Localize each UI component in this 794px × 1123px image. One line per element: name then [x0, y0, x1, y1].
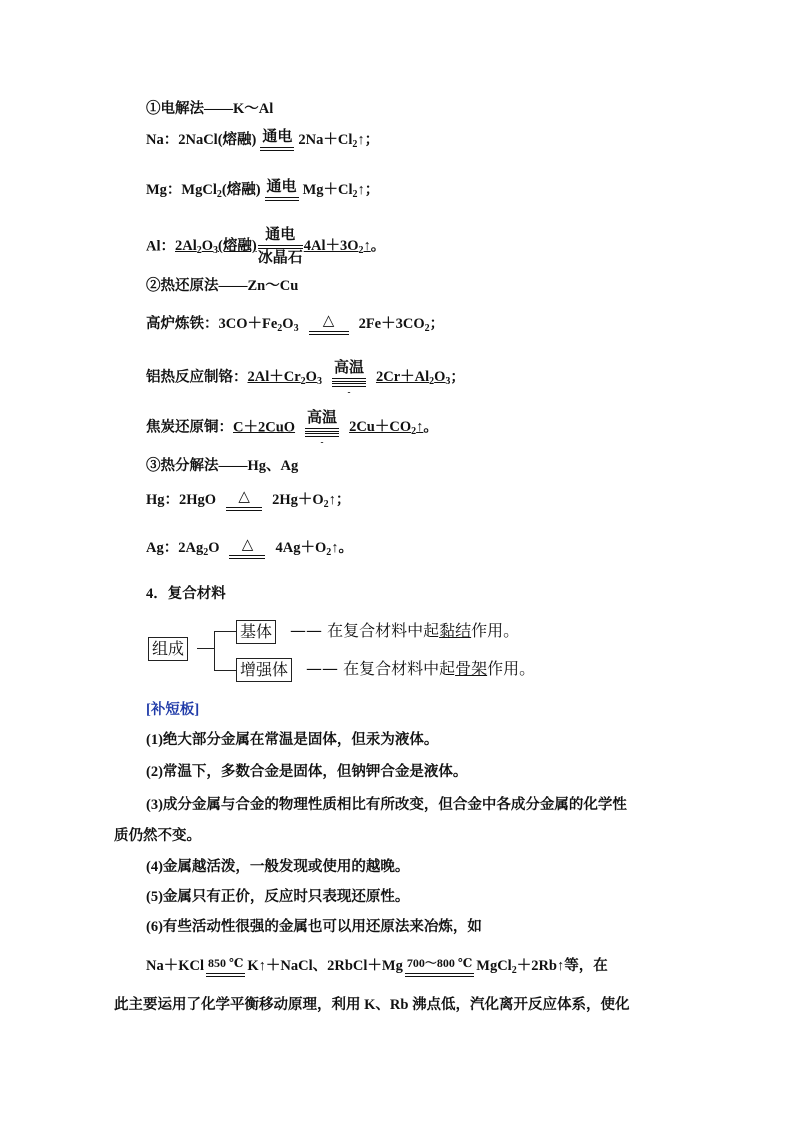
equation-al: Al：$2Al_2O_3$(熔融) 通电 冰晶石 $4Al+3O_2↑$。	[146, 227, 386, 266]
condition-850c: 850 ℃	[206, 955, 245, 978]
note-2: (2)常温下，多数合金是固体，但钠钾合金是液体。	[146, 764, 468, 780]
note-1: (1)绝大部分金属在常温是固体，但汞为液体。	[146, 732, 439, 748]
section-heading-thermal-decomposition: ③热分解法——Hg、Ag	[146, 458, 299, 474]
note-6: (6)有些活动性很强的金属也可以用还原法来冶炼，如	[146, 919, 482, 935]
matrix-description: —— 在复合材料中起黏结作用。	[290, 621, 520, 640]
reinforcement-description: —— 在复合材料中起骨架作用。	[306, 659, 536, 678]
equation-fe: 高炉炼铁：$3CO+Fe_2O_3$ △ $2Fe+3CO_2$；	[146, 313, 444, 336]
equation-mg: Mg：MgCl$_2$(熔融) 通电 $Mg+Cl_2↑$；	[146, 179, 379, 202]
condition-heat: △	[226, 489, 262, 512]
note-6-equation: Na＋KCl 850 ℃ K↑＋NaCl、2RbCl＋Mg 700～800 ℃ MgCl$_2$＋2Rb↑等，在	[146, 955, 608, 978]
note-3-line1: (3)成分金属与合金的物理性质相比有所改变，但合金中各成分金属的化学性	[146, 797, 627, 813]
equation-cu: 焦炭还原铜：C＋2CuO 高温 - $2Cu+CO_2↑$。	[146, 410, 438, 447]
condition-heat: △	[309, 313, 349, 336]
section-heading-composite: 4．复合材料	[146, 586, 226, 602]
connector-line	[197, 648, 214, 649]
condition-electricity: 通电	[265, 179, 299, 202]
condition-high-temp: 高温 -	[333, 360, 364, 397]
section-heading-thermal-reduction: ②热还原法——Zn～Cu	[146, 278, 299, 294]
condition-electricity: 通电	[260, 129, 294, 152]
section-heading-electrolysis: ①电解法——K～Al	[146, 101, 274, 117]
matrix-box: 基体	[236, 620, 276, 644]
equation-ag: Ag：$2Ag_2O$ △ $4Ag+O_2↑$。	[146, 537, 353, 560]
condition-electricity-cryolite: 通电 冰晶石	[257, 227, 303, 266]
supplement-label: [补短板]	[146, 702, 200, 718]
condition-700-800c: 700～800 ℃	[405, 955, 474, 978]
equation-cr: 铝热反应制铬：$2Al+Cr_2O_3$ 高温 - $2Cr+Al_2O_3$；	[146, 360, 465, 397]
condition-high-temp: 高温 -	[307, 410, 338, 447]
equation-na: Na：2NaCl(熔融) 通电 $2Na+Cl_2↑$；	[146, 129, 379, 152]
condition-heat: △	[229, 537, 265, 560]
root-box: 组成	[148, 637, 188, 661]
note-6-continuation: 此主要运用了化学平衡移动原理，利用 K、Rb 沸点低，汽化离开反应体系，使化	[114, 997, 630, 1013]
bracket-line	[214, 631, 237, 671]
note-4: (4)金属越活泼，一般发现或使用的越晚。	[146, 859, 410, 875]
note-5: (5)金属只有正价，反应时只表现还原性。	[146, 889, 410, 905]
equation-hg: Hg：2HgO △ $2Hg+O_2↑$；	[146, 489, 350, 512]
reinforcement-box: 增强体	[236, 658, 292, 682]
note-3-line2: 质仍然不变。	[114, 828, 201, 844]
